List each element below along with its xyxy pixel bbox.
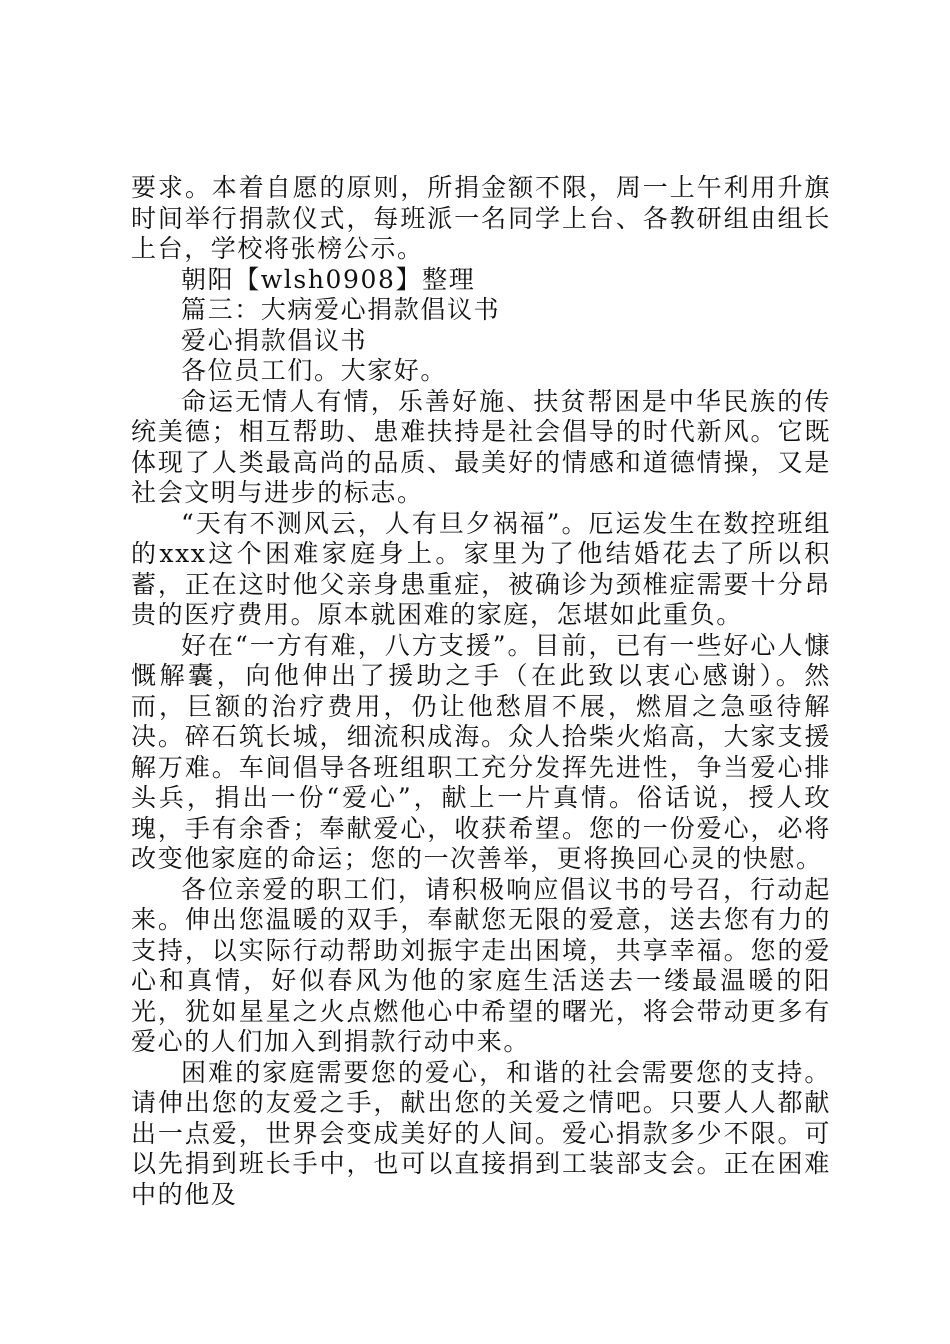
paragraph-body: 好在“一方有难，八方支援”。目前，已有一些好心人慷慨解囊，向他伸出了援助之手（在此致以衷心感谢）。然而，巨额的治疗费用，仍让他愁眉不展，燃眉之急亟待解决。碎石筑长城，细流积成海。众人拾柴火焰高，大家支援解万难。车间倡导各班组职工充分发挥先进性，争当爱心排头兵，捐出一份“爱心”，献上一片真情。俗话说，授人玫瑰，手有余香；奉献爱心，收获希望。您的一份爱心，必将改变他家庭的命运；您的一次善举，更将换回心灵的快慰。 xyxy=(131,630,831,873)
paragraph-source-note: 朝阳【wlsh0908】整理 xyxy=(181,264,476,294)
document-body xyxy=(131,173,831,1210)
paragraph-greeting: 各位员工们。大家好。 xyxy=(181,356,448,385)
paragraph-body: 各位亲爱的职工们，请积极响应倡议书的号召，行动起来。伸出您温暖的双手，奉献您无限的爱意，送去您有力的支持，以实际行动帮助刘振宇走出困境，共享幸福。您的爱心和真情，好似春风为他的家庭生活送去一缕最温暖的阳光，犹如星星之火点燃他心中希望的曙光，将会带动更多有爱心的人们加入到捐款行动中来。 xyxy=(131,874,831,1056)
paragraph-document-title: 爱心捐款倡议书 xyxy=(181,325,368,355)
paragraph-body: 困难的家庭需要您的爱心，和谐的社会需要您的支持。请伸出您的友爱之手，献出您的关爱之情吧。只要人人都献出一点爱，世界会变成美好的人间。爱心捐款多少不限。可以先捐到班长手中，也可以直接捐到工装部支会。正在困难中的他及 xyxy=(131,1057,831,1209)
paragraph-body: 命运无情人有情，乐善好施、扶贫帮困是中华民族的传统美德；相互帮助、患难扶持是社会倡导的时代新风。它既体现了人类最高尚的品质、最美好的情感和道德情操，又是社会文明与进步的标志。 xyxy=(131,386,831,507)
paragraph-continuation: 要求。本着自愿的原则，所捐金额不限，周一上午利用升旗时间举行捐款仪式，每班派一名同学上台、各教研组由组长上台，学校将张榜公示。 xyxy=(131,173,831,263)
paragraph-body: “天有不测风云，人有旦夕祸福”。厄运发生在数控班组的xxx这个困难家庭身上。家里为了他结婚花去了所以积蓄，正在这时他父亲身患重症，被确诊为颈椎症需要十分昂贵的医疗费用。原本就困难的家庭，怎堪如此重负。 xyxy=(131,508,831,629)
paragraph-section-heading: 篇三：大病爱心捐款倡议书 xyxy=(181,295,501,324)
